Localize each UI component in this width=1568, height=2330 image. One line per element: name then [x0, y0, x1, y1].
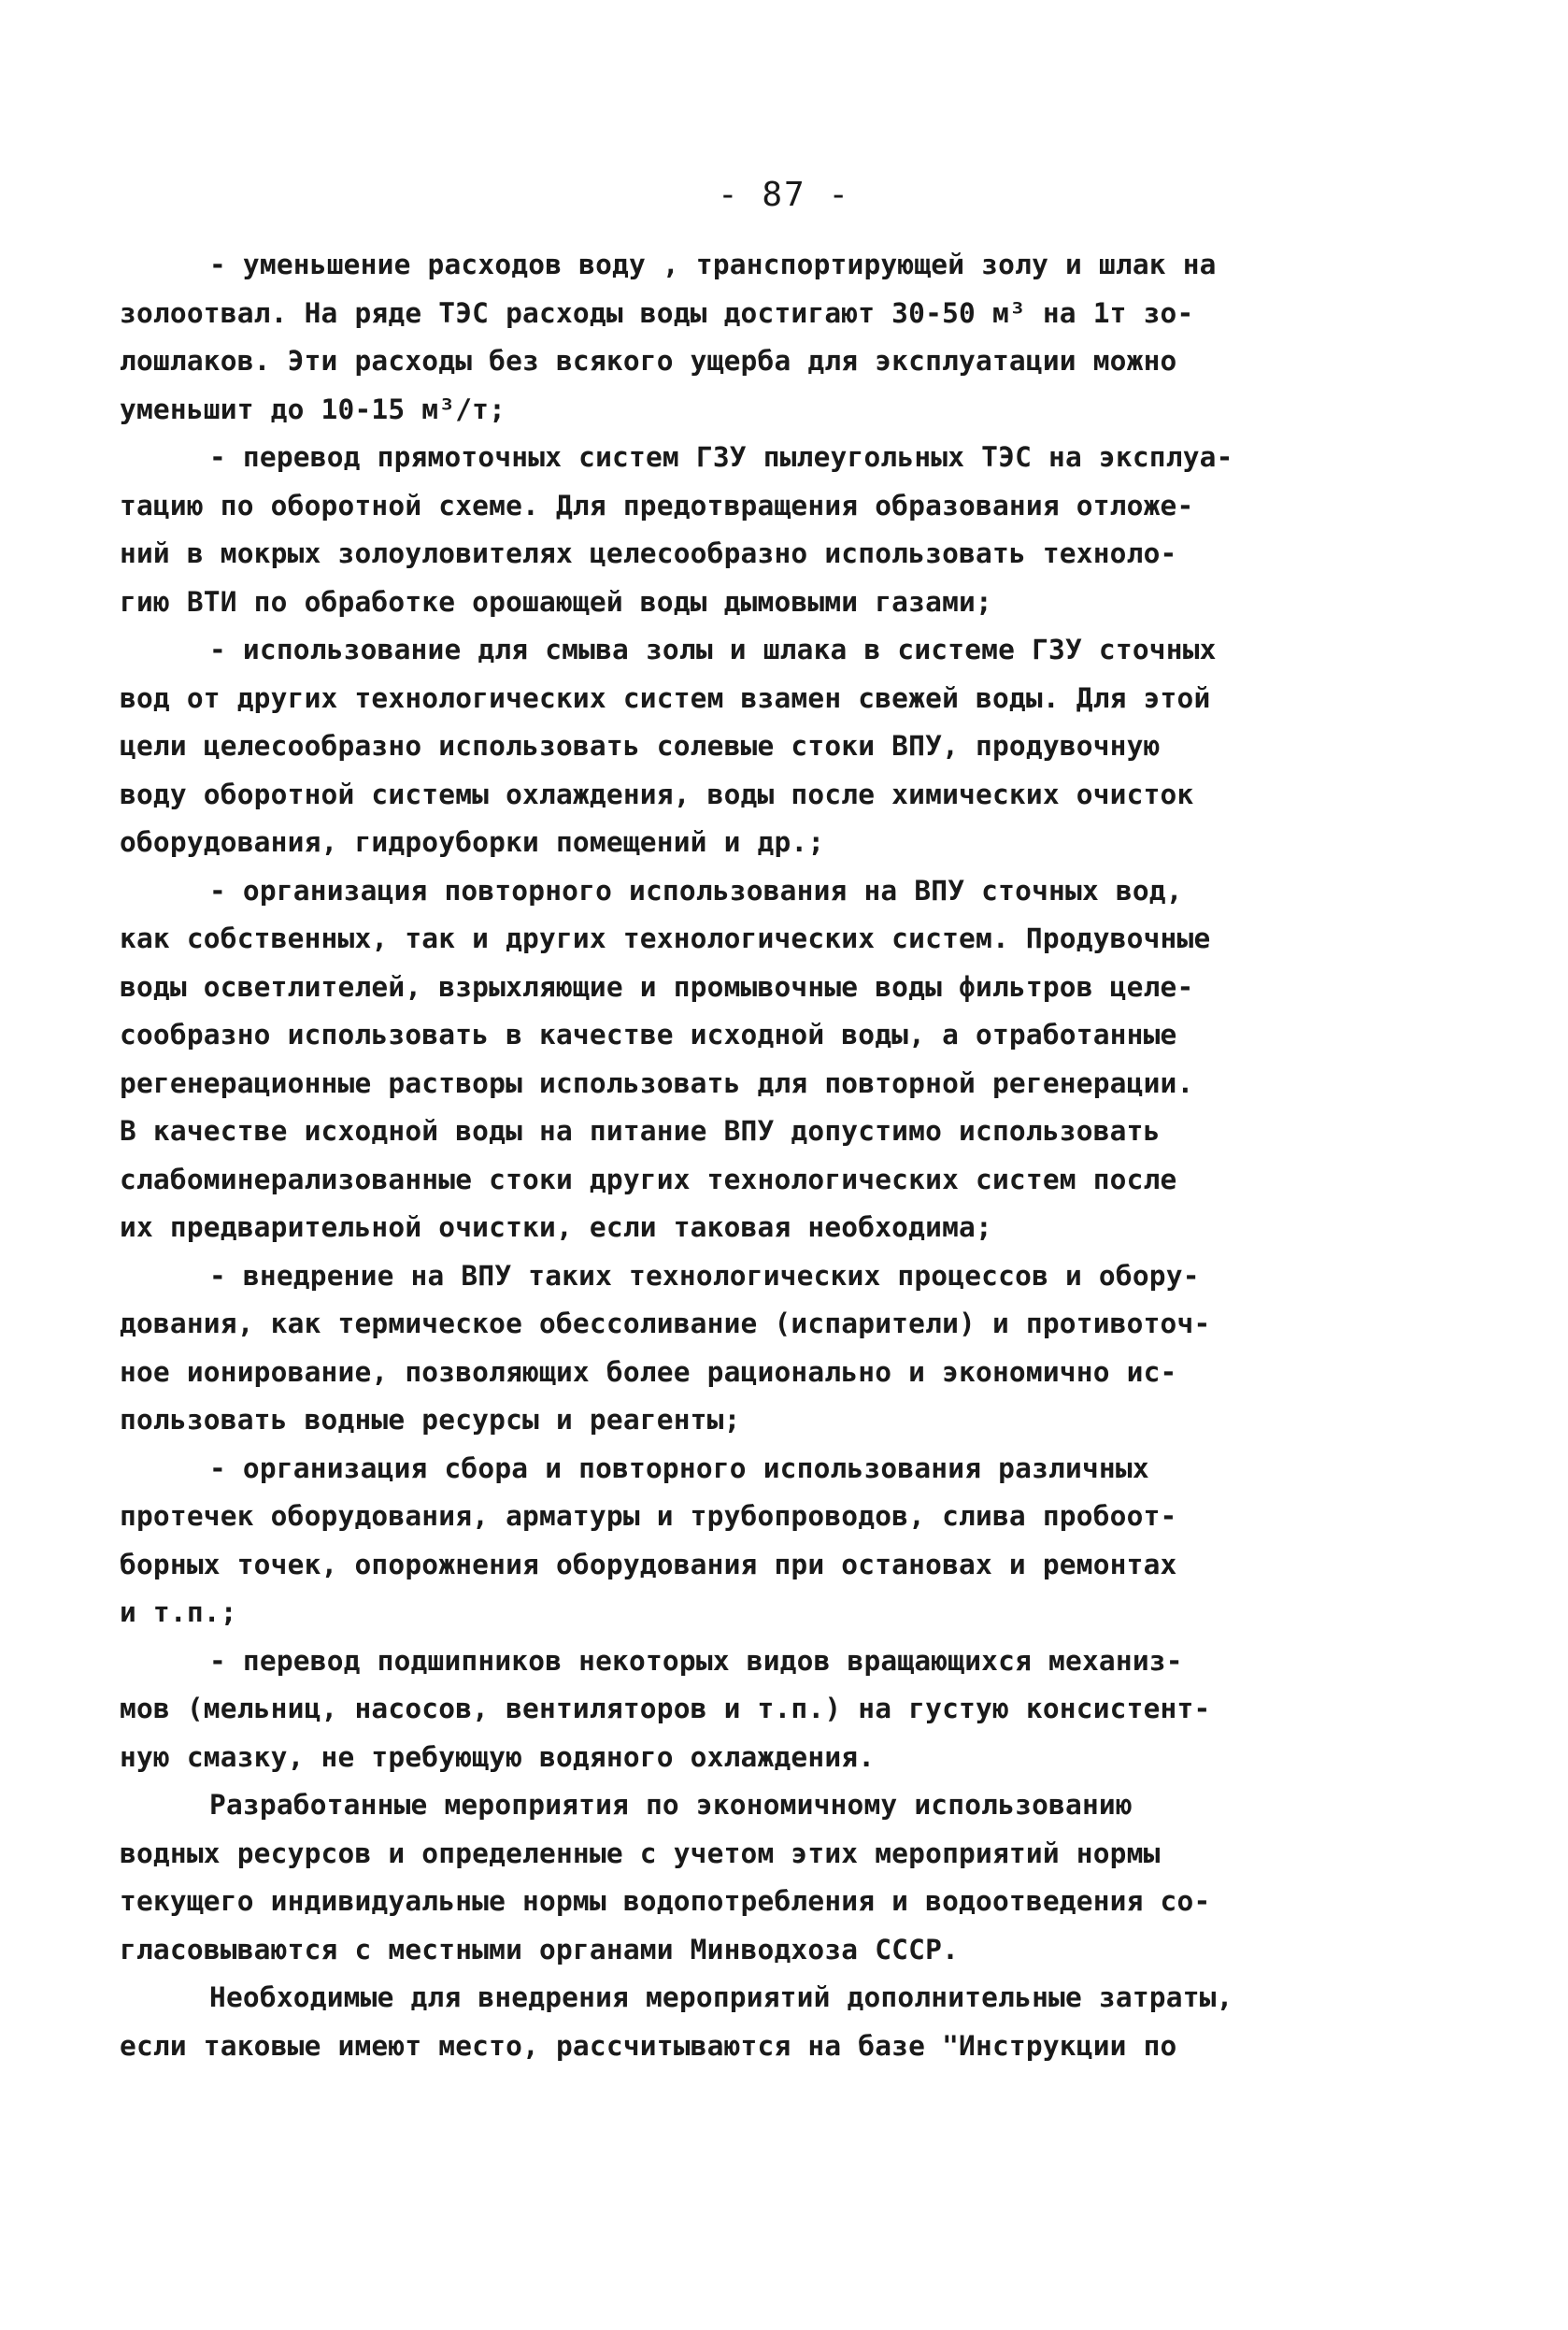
text-line: воду оборотной системы охлаждения, воды после химических очисток [120, 778, 1194, 810]
text-line: цели целесообразно использовать солевые стоки ВПУ, продувочную [120, 730, 1161, 762]
text-line: воды осветлителей, взрыхляющие и промывочные воды фильтров целе- [120, 970, 1194, 1003]
body-text [120, 241, 1344, 2070]
text-line: - уменьшение расходов воду , транспортирующей золу и шлак на [209, 249, 1217, 280]
text-line: Разработанные мероприятия по экономичному использованию [209, 1789, 1133, 1821]
text-line: пользовать водные ресурсы и реагенты; [120, 1404, 741, 1436]
text-line: - перевод подшипников некоторых видов вращающихся механиз- [209, 1644, 1183, 1677]
text-line: Необходимые для внедрения мероприятий дополнительные затраты, [209, 1981, 1233, 2013]
text-line: гию ВТИ по обработке орошающей воды дымовыми газами; [120, 585, 992, 618]
text-line: водных ресурсов и определенные с учетом этих мероприятий нормы [120, 1837, 1161, 1869]
text-line: и т.п.; [120, 1596, 237, 1628]
text-line: если таковые имеют место, рассчитываются на базе "Инструкции по [120, 2029, 1177, 2062]
text-line: ное ионирование, позволяющих более рационально и экономично ис- [120, 1355, 1177, 1388]
text-line: оборудования, гидроуборки помещений и др.; [120, 826, 825, 858]
text-line: ний в мокрых золоуловителях целесообразно использовать техноло- [120, 537, 1177, 569]
text-line: сообразно использовать в качестве исходной воды, а отработанные [120, 1019, 1177, 1051]
text-line: ную смазку, не требующую водяного охлаждения. [120, 1740, 876, 1773]
text-line: текущего индивидуальные нормы водопотребления и водоотведения со- [120, 1885, 1211, 1917]
text-line: уменьшит до 10-15 м³/т; [120, 393, 506, 425]
text-line: мов (мельниц, насосов, вентиляторов и т.п.) на густую консистент- [120, 1693, 1211, 1724]
text-line: их предварительной очистки, если таковая необходима; [120, 1211, 992, 1243]
text-line: - внедрение на ВПУ таких технологических процессов и обору- [209, 1259, 1200, 1292]
text-line: - организация сбора и повторного использования различных [209, 1451, 1149, 1484]
page-number: - 87 - [717, 176, 851, 214]
text-line: как собственных, так и других технологических систем. Продувочные [120, 922, 1211, 954]
text-line: тацию по оборотной схеме. Для предотвращения образования отложе- [120, 489, 1194, 522]
text-line: гласовываются с местными органами Минводхоза СССР. [120, 1933, 960, 1965]
text-line: - перевод прямоточных систем ГЗУ пылеугольных ТЭС на эксплуа- [209, 441, 1233, 473]
text-line: - организация повторного использования на ВПУ сточных вод, [209, 874, 1183, 907]
text-line: протечек оборудования, арматуры и трубопроводов, слива пробоот- [120, 1500, 1177, 1532]
text-line: золоотвал. На ряде ТЭС расходы воды достигают 30-50 м³ на 1т зо- [120, 296, 1194, 329]
text-line: - использование для смыва золы и шлака в системе ГЗУ сточных [209, 634, 1217, 665]
text-line: дования, как термическое обессоливание (испарители) и противоточ- [120, 1308, 1211, 1339]
text-line: борных точек, опорожнения оборудования при остановах и ремонтах [120, 1548, 1177, 1580]
text-line: регенерационные растворы использовать для повторной регенерации. [120, 1066, 1194, 1099]
text-line: вод от других технологических систем взамен свежей воды. Для этой [120, 681, 1211, 714]
text-line: лошлаков. Эти расходы без всякого ущерба для эксплуатации можно [120, 345, 1177, 377]
text-line: слабоминерализованные стоки других технологических систем после [120, 1163, 1177, 1195]
text-line: В качестве исходной воды на питание ВПУ допустимо использовать [120, 1115, 1161, 1147]
